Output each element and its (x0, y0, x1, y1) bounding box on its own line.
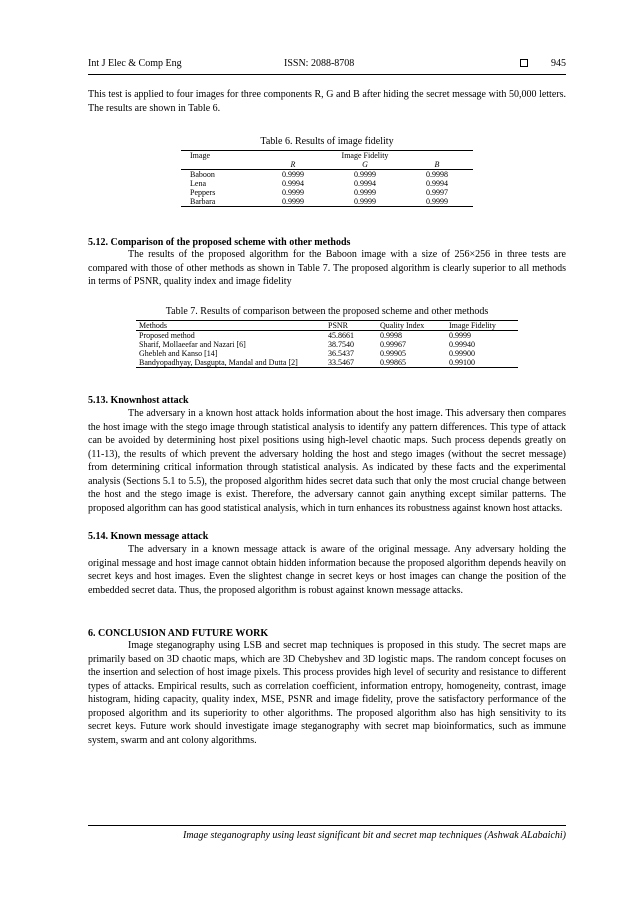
table-cell: 0.99865 (380, 358, 449, 368)
table-cell: Bandyopadhyay, Dasgupta, Mandal and Dutta [2] (136, 358, 328, 368)
section-5-14-paragraph: The adversary in a known message attack is aware of the original message. Any adversary holding the original message and host image cannot obtain hidden information because the proposed algorithm depends heavily on secret keys and host images. Even the slightest change in secret keys or host images can change the position of the embedded secret data. Thus, the proposed algorithm is robust against known message attacks. (88, 544, 566, 596)
table6-sub-b: B (401, 160, 473, 170)
table6-sub-g: G (329, 160, 401, 170)
table-row (181, 188, 473, 197)
table-cell: 0.9999 (401, 197, 473, 207)
issn: ISSN: 2088-8708 (284, 58, 355, 69)
table-cell: Peppers (190, 188, 216, 197)
header-rule (88, 74, 566, 75)
table-cell: 0.99100 (449, 358, 518, 368)
table-cell: Lena (190, 179, 206, 188)
table7-header-psnr: PSNR (328, 321, 380, 331)
table-cell: 45.8661 (328, 331, 354, 340)
running-header (88, 58, 566, 72)
table-cell: Sharif, Mollaeefar and Nazari [6] (139, 340, 246, 349)
table-cell: 36.5437 (328, 349, 354, 358)
table-cell: 0.9998 (426, 170, 448, 179)
section-heading-5-12: 5.12. Comparison of the proposed scheme with other methods (88, 237, 351, 248)
section-5-13-paragraph: The adversary in a known host attack holds information about the host image. This adversary then compares the host image with the stego image through statistical analysis to identify any pattern differences. This type of attack can be avoided by determining host pixel positions using high-level chaotic maps. Such process depends greatly on (11-13), the results of which prevent the adversary holding the host and stego images (without the secret message) from determining critical information through statistical analysis. As indicated by these facts and the experimental analysis (Sections 5.1 to 5.5), the proposed algorithm hides secret data such that only the most crucial change between the host and the stego image is exist. Therefore, the adversary cannot gain anything except similar patterns. The proposed algorithm can has good statistical analysis, which in turn enhances its robustness against known host attacks. (88, 408, 566, 514)
table6-caption: Table 6. Results of image fidelity (260, 136, 394, 147)
table-cell: Ghebleh and Kanso [14] (139, 349, 218, 358)
table7-header-quality: Quality Index (380, 321, 449, 331)
table-cell: 0.99905 (380, 349, 406, 358)
table-cell: 0.99900 (449, 349, 475, 358)
table-cell: 0.9999 (282, 188, 304, 197)
table6-sub-r: R (257, 160, 329, 170)
table-cell: 0.9994 (282, 179, 304, 188)
table-cell: 0.9994 (426, 179, 448, 188)
table-row (136, 349, 518, 358)
table6 (181, 150, 473, 207)
table-row (136, 358, 518, 368)
section-heading-6: 6. CONCLUSION AND FUTURE WORK (88, 628, 269, 639)
table-cell: 0.9999 (282, 170, 304, 179)
journal-name: Int J Elec & Comp Eng (88, 58, 182, 69)
intro-paragraph: This test is applied to four images for three components R, G and B after hiding the secret message with 50,000 letters. The results are shown in Table 6. (88, 89, 566, 114)
table-cell: 38.7540 (328, 340, 354, 349)
table7-header-fidelity: Image Fidelity (449, 321, 518, 331)
table-cell: 0.9997 (426, 188, 448, 197)
running-footer: Image steganography using least significant bit and secret map techniques (Ashwak ALabaichi) (182, 830, 566, 841)
table-cell: 0.9998 (380, 331, 402, 340)
table6-header-fidelity: Image Fidelity (257, 151, 473, 161)
table-row (181, 170, 473, 180)
table6-header-image: Image (181, 151, 257, 161)
table-cell: 0.9999 (449, 331, 471, 340)
footer-rule (88, 825, 566, 826)
section-heading-5-14: 5.14. Known message attack (88, 531, 209, 542)
table-cell: Proposed method (139, 331, 195, 340)
table7 (136, 320, 518, 368)
table-cell: Baboon (190, 170, 215, 179)
table-row (136, 331, 518, 341)
table-row (181, 179, 473, 188)
table-cell: 33.5467 (328, 358, 380, 368)
checkbox-square-icon (520, 59, 528, 67)
table-cell: 0.9999 (329, 197, 401, 207)
page-number: 945 (551, 58, 566, 69)
section-heading-5-13: 5.13. Knownhost attack (88, 395, 189, 406)
table-cell: 0.9994 (354, 179, 376, 188)
section-6-paragraph: Image steganography using LSB and secret map techniques is proposed in this study. The secret maps are primarily based on 3D chaotic maps, which are 3D Chebyshev and 3D logistic maps. The random concept focuses on the insertion and selection of host image pixels. This process provides high level of security and resistance to different types of attacks. Empirical results, such as correlation coefficient, information entropy, homogeneity, contrast, image histogram, hiding capacity, quality index, MSE, PSNR and image fidelity, prove the satisfactory performance of the proposed algorithm and its superiority to other algorithms. The proposed algorithm also has high sensitivity to its secret keys. Future work should investigate image steganography with secret map bioinformatics, such as immune system, swarm and ant colony algorithms. (88, 640, 566, 746)
table7-header-methods: Methods (136, 321, 328, 331)
section-5-12-paragraph: The results of the proposed algorithm for the Baboon image with a size of 256×256 in three tests are compared with those of other methods as shown in Table 7. The proposed algorithm is clearly superior to all methods in terms of PSNR, quality index and image fidelity (88, 249, 566, 287)
table-cell: 0.99967 (380, 340, 406, 349)
table-cell: Barbara (181, 197, 257, 207)
table-row (181, 197, 473, 207)
table-cell: 0.99940 (449, 340, 475, 349)
table-cell: 0.9999 (354, 170, 376, 179)
table7-caption: Table 7. Results of comparison between the proposed scheme and other methods (165, 306, 489, 317)
table-cell: 0.9999 (354, 188, 376, 197)
table-row (136, 340, 518, 349)
table-cell: 0.9999 (257, 197, 329, 207)
